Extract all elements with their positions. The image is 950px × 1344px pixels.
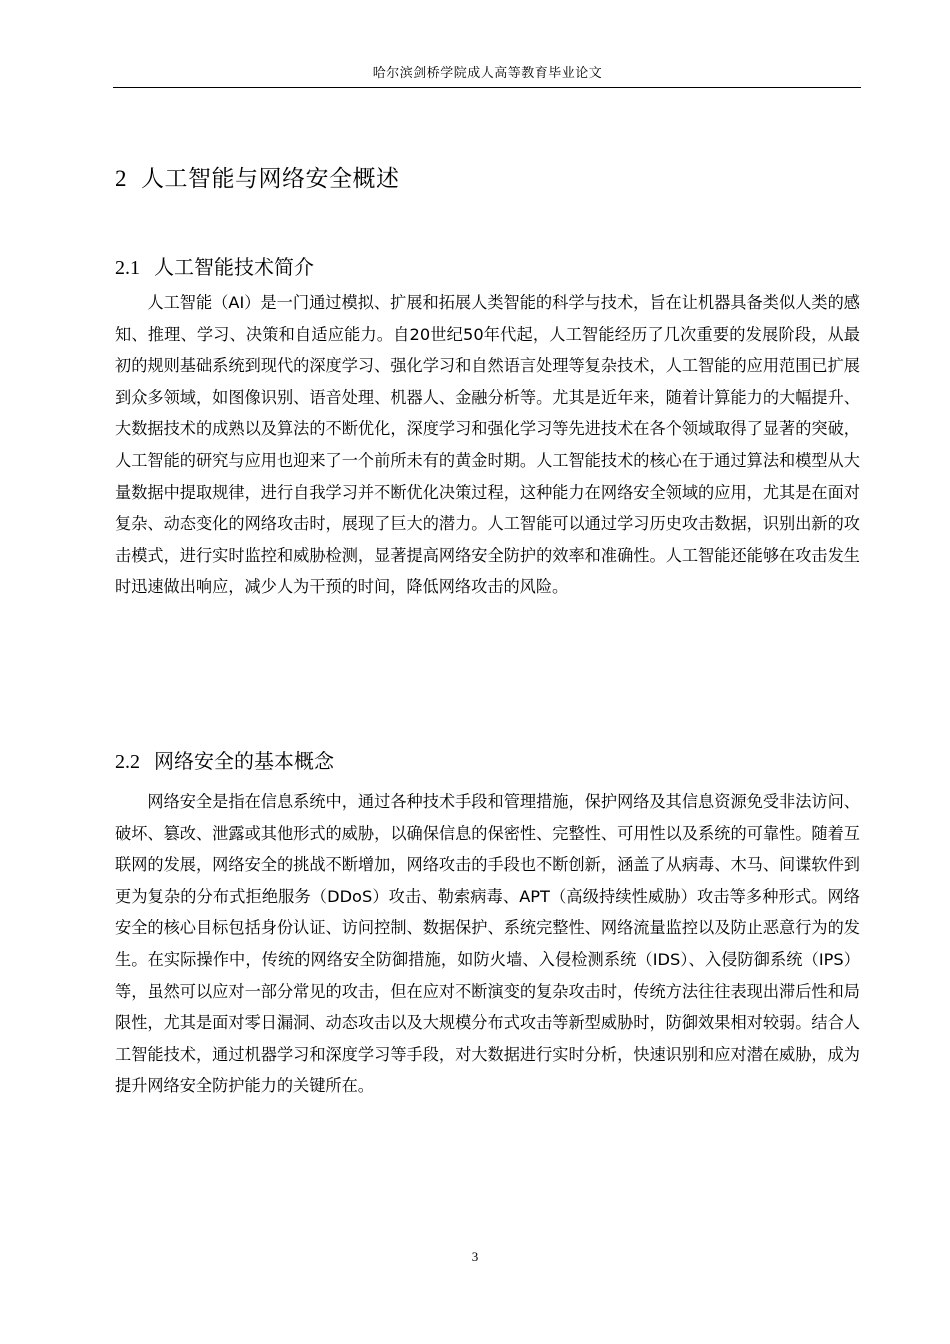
section-number: 2.1 — [115, 257, 140, 279]
chapter-title — [115, 160, 400, 193]
section-title-text: 人工智能技术简介 — [154, 255, 314, 279]
chapter-number: 2 — [115, 166, 127, 191]
header-rule — [113, 87, 861, 88]
page-number: 3 — [471, 1249, 479, 1264]
running-header: 哈尔滨剑桥学院成人高等教育毕业论文 — [372, 66, 603, 81]
chapter-title-text: 人工智能与网络安全概述 — [141, 166, 400, 192]
section-title-2-2 — [115, 745, 334, 774]
section-2-1-paragraph: 人工智能（AI）是一门通过模拟、扩展和拓展人类智能的科学与技术，旨在让机器具备类似人类的感知、推理、学习、决策和自适应能力。自20世纪50年代起，人工智能经历了几次重要的发展阶段，从最初的规则基础系统到现代的深度学习、强化学习和自然语言处理等复杂技术，人工智能的应用范围已扩展到众多领域，如图像识别、语音处理、机器人、金融分析等。尤其是近年来，随着计算能力的大幅提升、大数据技术的成熟以及算法的不断优化，深度学习和强化学习等先进技术在各个领域取得了显著的突破，人工智能的研究与应用也迎来了一个前所未有的黄金时期。人工智能技术的核心在于通过算法和模型从大量数据中提取规律，进行自我学习并不断优化决策过程，这种能力在网络安全领域的应用，尤其是在面对复杂、动态变化的网络攻击时，展现了巨大的潜力。人工智能可以通过学习历史攻击数据，识别出新的攻击模式，进行实时监控和威胁检测，显著提高网络安全防护的效率和准确性。人工智能还能够在攻击发生时迅速做出响应，减少人为干预的时间，降低网络攻击的风险。 — [115, 293, 860, 597]
section-2-2-paragraph: 网络安全是指在信息系统中，通过各种技术手段和管理措施，保护网络及其信息资源免受非法访问、破坏、篡改、泄露或其他形式的威胁，以确保信息的保密性、完整性、可用性以及系统的可靠性。随着互联网的发展，网络安全的挑战不断增加，网络攻击的手段也不断创新，涵盖了从病毒、木马、间谍软件到更为复杂的分布式拒绝服务（DDoS）攻击、勒索病毒、APT（高级持续性威胁）攻击等多种形式。网络安全的核心目标包括身份认证、访问控制、数据保护、系统完整性、网络流量监控以及防止恶意行为的发生。在实际操作中，传统的网络安全防御措施，如防火墙、入侵检测系统（IDS）、入侵防御系统（IPS）等，虽然可以应对一部分常见的攻击，但在应对不断演变的复杂攻击时，传统方法往往表现出滞后性和局限性，尤其是面对零日漏洞、动态攻击以及大规模分布式攻击等新型威胁时，防御效果相对较弱。结合人工智能技术，通过机器学习和深度学习等手段，对大数据进行实时分析，快速识别和应对潜在威胁，成为提升网络安全防护能力的关键所在。 — [115, 792, 860, 1096]
section-number: 2.2 — [115, 751, 140, 773]
section-title-2-1 — [115, 251, 314, 280]
section-title-text: 网络安全的基本概念 — [154, 749, 334, 773]
